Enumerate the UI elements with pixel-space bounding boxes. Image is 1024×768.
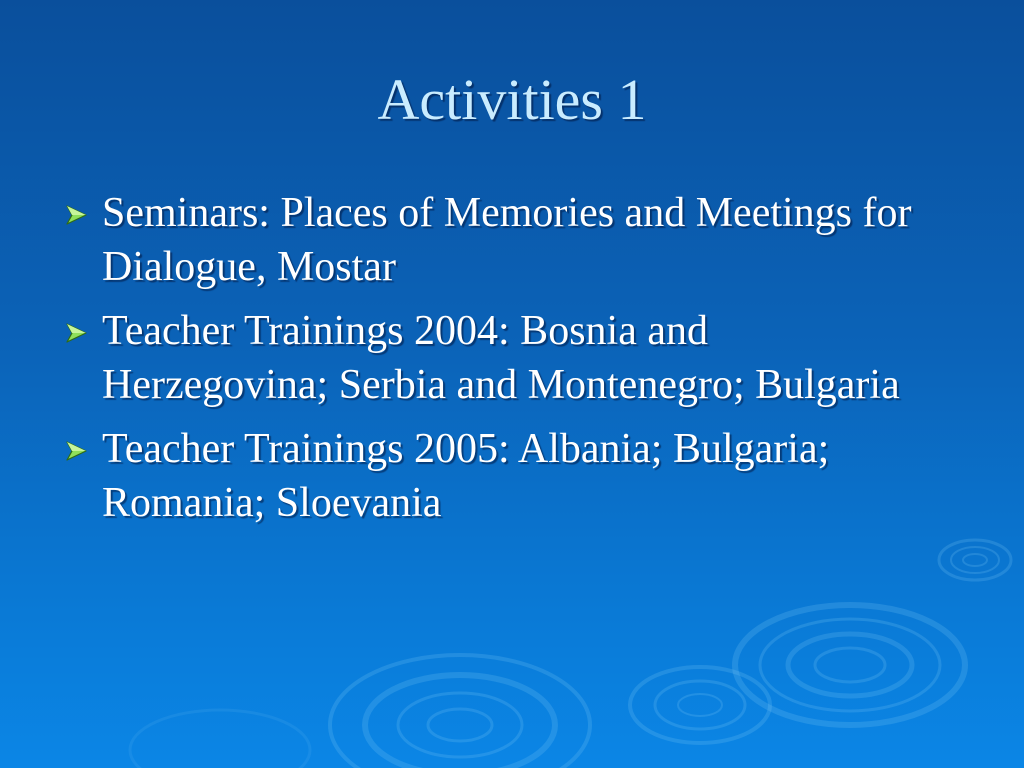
bullet-item-seminars: [62, 186, 942, 294]
arrowhead-bullet-icon: [64, 438, 90, 464]
bullet-text: Teacher Trainings 2005: Albania; Bulgaria; Romania; Sloevania: [102, 426, 830, 526]
bullet-list: [62, 186, 942, 540]
bullet-item-trainings-2005: [62, 422, 942, 530]
arrowhead-bullet-icon: [64, 202, 90, 228]
arrowhead-bullet-icon: [64, 320, 90, 346]
bullet-text: Seminars: Places of Memories and Meetings for Dialogue, Mostar: [102, 190, 912, 290]
bullet-text: Teacher Trainings 2004: Bosnia and Herzegovina; Serbia and Montenegro; Bulgaria: [102, 308, 900, 408]
bullet-item-trainings-2004: [62, 304, 942, 412]
slide-title: Activities 1: [377, 67, 647, 132]
